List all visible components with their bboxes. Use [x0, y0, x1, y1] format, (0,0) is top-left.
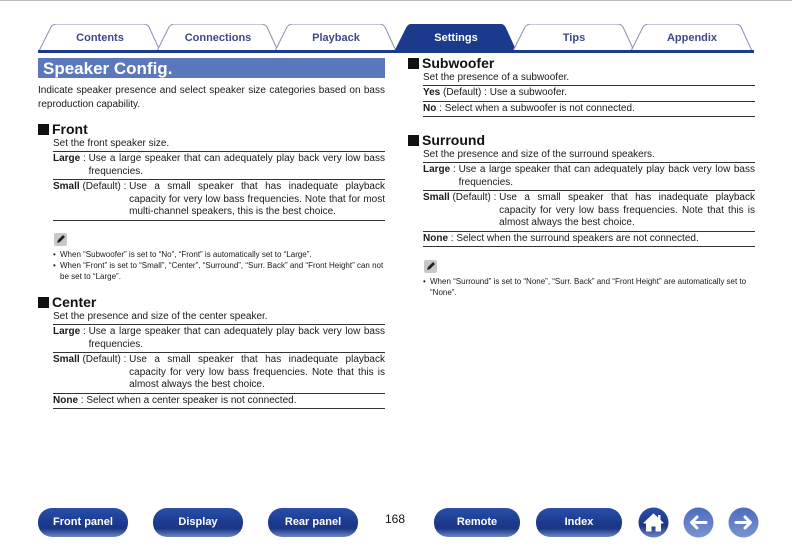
tab-contents[interactable]: Contents — [38, 24, 162, 51]
option-row: Small (Default) : Use a small speaker that has inadequate playback capacity for very low bass frequencies. Note that this is almost always the best choice. — [53, 352, 385, 393]
page-title: Speaker Config. — [43, 59, 173, 78]
front-options — [53, 151, 385, 221]
index-button[interactable]: Index — [536, 508, 622, 537]
surround-options — [423, 162, 755, 247]
note-pencil-icon — [54, 233, 67, 246]
front-panel-button[interactable]: Front panel — [38, 508, 128, 537]
page-title-bar — [38, 58, 385, 78]
section-subwoofer-desc: Set the presence of a subwoofer. — [423, 72, 570, 83]
tab-bar — [38, 24, 754, 52]
option-row: None : Select when a center speaker is not connected. — [53, 393, 385, 410]
option-row: Large : Use a large speaker that can adequately play back very low bass frequencies. — [423, 162, 755, 190]
section-surround-heading: Surround — [408, 132, 485, 148]
section-center-desc: Set the presence and size of the center speaker. — [53, 311, 268, 322]
square-bullet-icon — [408, 135, 419, 146]
surround-notes — [423, 276, 753, 298]
back-arrow-icon — [683, 507, 714, 538]
section-front-desc: Set the front speaker size. — [53, 138, 170, 149]
note-item: • When “Surround” is set to “None”, “Surr. Back” and “Front Height” are automatically set to “None”. — [423, 276, 753, 298]
section-subwoofer-heading: Subwoofer — [408, 55, 494, 71]
tab-tips[interactable]: Tips — [512, 24, 636, 51]
section-front-heading: Front — [38, 121, 88, 137]
option-row: Large : Use a large speaker that can adequately play back very low bass frequencies. — [53, 151, 385, 179]
option-row: Small (Default) : Use a small speaker that has inadequate playback capacity for very low bass frequencies. Note that for most multi-channel speakers, this is the best choice. — [53, 179, 385, 221]
option-row: Yes (Default) : Use a subwoofer. — [423, 85, 755, 101]
forward-button[interactable] — [728, 507, 759, 538]
tab-connections[interactable]: Connections — [156, 24, 280, 51]
subwoofer-options — [423, 85, 755, 117]
display-button[interactable]: Display — [153, 508, 243, 537]
intro-text: Indicate speaker presence and select speaker size categories based on bass reproduction capability. — [38, 85, 385, 110]
tab-playback[interactable]: Playback — [274, 24, 398, 51]
note-pencil-icon — [424, 260, 437, 273]
home-button[interactable] — [638, 507, 669, 538]
option-row: Small (Default) : Use a small speaker that has inadequate playback capacity for very low bass frequencies. Note that this is almost always the best choice. — [423, 190, 755, 231]
option-row: None : Select when the surround speakers are not connected. — [423, 231, 755, 248]
square-bullet-icon — [38, 297, 49, 308]
square-bullet-icon — [38, 124, 49, 135]
page-number: 168 — [385, 512, 406, 526]
section-center-heading: Center — [38, 294, 96, 310]
remote-button[interactable]: Remote — [434, 508, 520, 537]
rear-panel-button[interactable]: Rear panel — [268, 508, 358, 537]
section-surround-desc: Set the presence and size of the surround speakers. — [423, 149, 655, 160]
option-row: Large : Use a large speaker that can adequately play back very low bass frequencies. — [53, 324, 385, 352]
front-notes — [53, 249, 388, 282]
tab-settings[interactable]: Settings — [394, 24, 518, 51]
home-icon — [638, 507, 669, 538]
note-item: • When “Front” is set to “Small”, “Center”, “Surround”, “Surr. Back” and “Front Height” can not be set to “Large”. — [53, 260, 388, 282]
forward-arrow-icon — [728, 507, 759, 538]
tab-appendix[interactable]: Appendix — [630, 24, 754, 51]
center-options — [53, 324, 385, 409]
note-item: • When “Subwoofer” is set to “No”, “Front” is automatically set to “Large”. — [53, 249, 388, 260]
back-button[interactable] — [683, 507, 714, 538]
tab-underline — [38, 50, 754, 53]
square-bullet-icon — [408, 58, 419, 69]
option-row: No : Select when a subwoofer is not connected. — [423, 101, 755, 118]
top-border — [0, 0, 792, 1]
